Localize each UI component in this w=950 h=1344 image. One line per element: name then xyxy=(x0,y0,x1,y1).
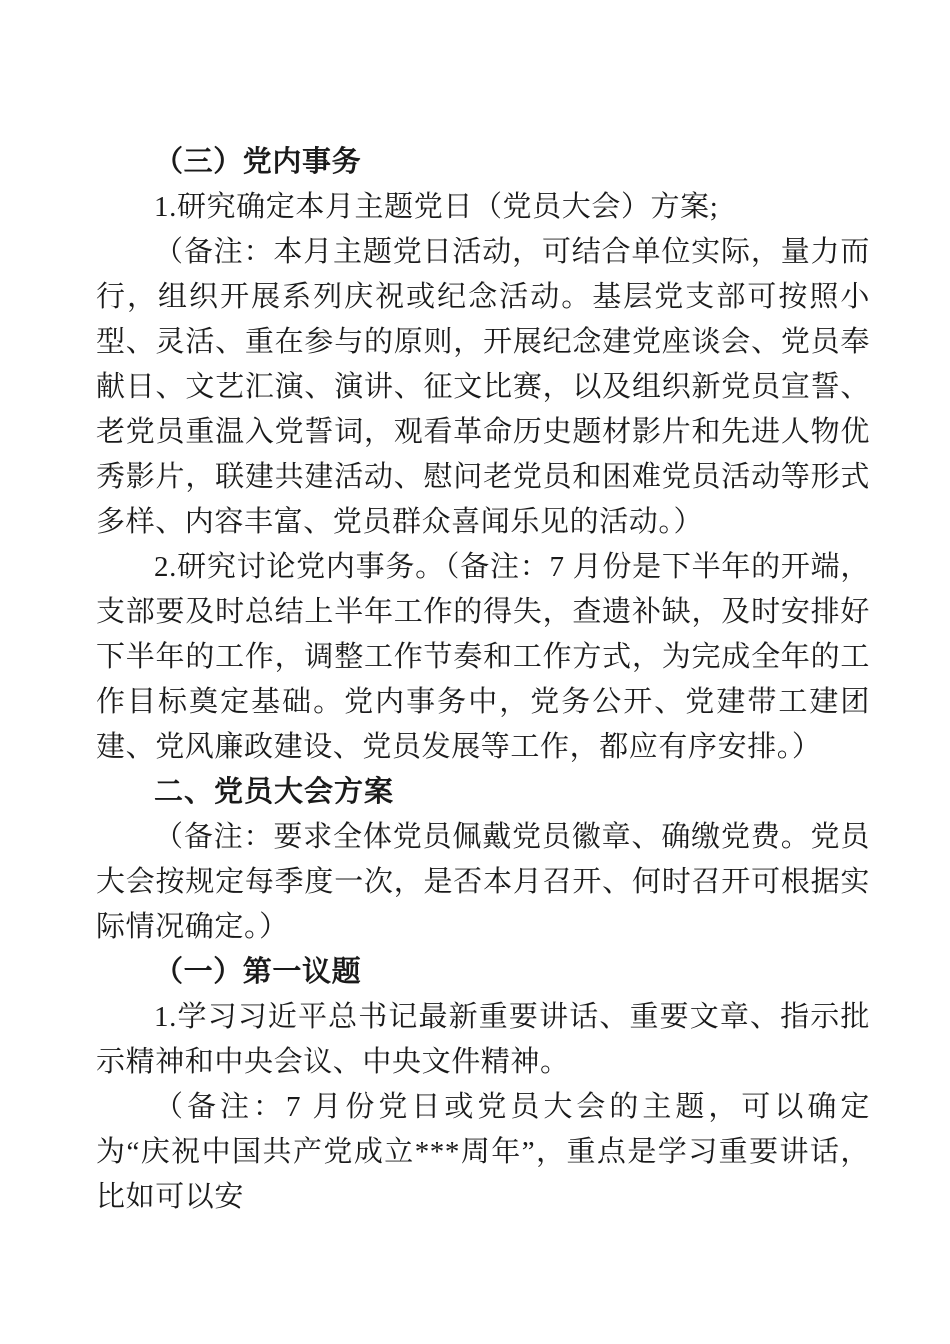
section-heading-7: （一）第一议题 xyxy=(154,956,362,988)
paragraph-3: （备注：本月主题党日活动，可结合单位实际，量力而行，组织开展系列庆祝或纪念活动。基层党支部可按照小型、灵活、重在参与的原则，开展纪念建党座谈会、党员奉献日、文艺汇演、演讲、征文比赛，以及组织新党员宣誓、老党员重温入党誓词，观看革命历史题材影片和先进人物优秀影片，联建共建活动、慰问老党员和困难党员活动等形式多样、内容丰富、党员群众喜闻乐见的活动。） xyxy=(96,236,870,538)
paragraph-6: （备注：要求全体党员佩戴党员徽章、确缴党费。党员大会按规定每季度一次，是否本月召开、何时召开可根据实际情况确定。） xyxy=(96,821,870,943)
paragraph-2: 1.研究确定本月主题党日（党员大会）方案; xyxy=(154,191,719,223)
document-content xyxy=(96,140,870,1220)
paragraph-4: 2.研究讨论党内事务。（备注：7 月份是下半年的开端，支部要及时总结上半年工作的得失，查遗补缺，及时安排好下半年的工作，调整工作节奏和工作方式，为完成全年的工作目标奠定基础。党内事务中，党务公开、党建带工建团建、党风廉政建设、党员发展等工作，都应有序安排。） xyxy=(96,551,870,763)
paragraph-9: （备注：7 月份党日或党员大会的主题，可以确定为“庆祝中国共产党成立***周年”，重点是学习重要讲话，比如可以安 xyxy=(96,1091,870,1213)
paragraph-8: 1.学习习近平总书记最新重要讲话、重要文章、指示批示精神和中央会议、中央文件精神。 xyxy=(96,1001,870,1078)
section-heading-1: （三）党内事务 xyxy=(154,146,362,178)
section-heading-5: 二、党员大会方案 xyxy=(154,776,395,808)
